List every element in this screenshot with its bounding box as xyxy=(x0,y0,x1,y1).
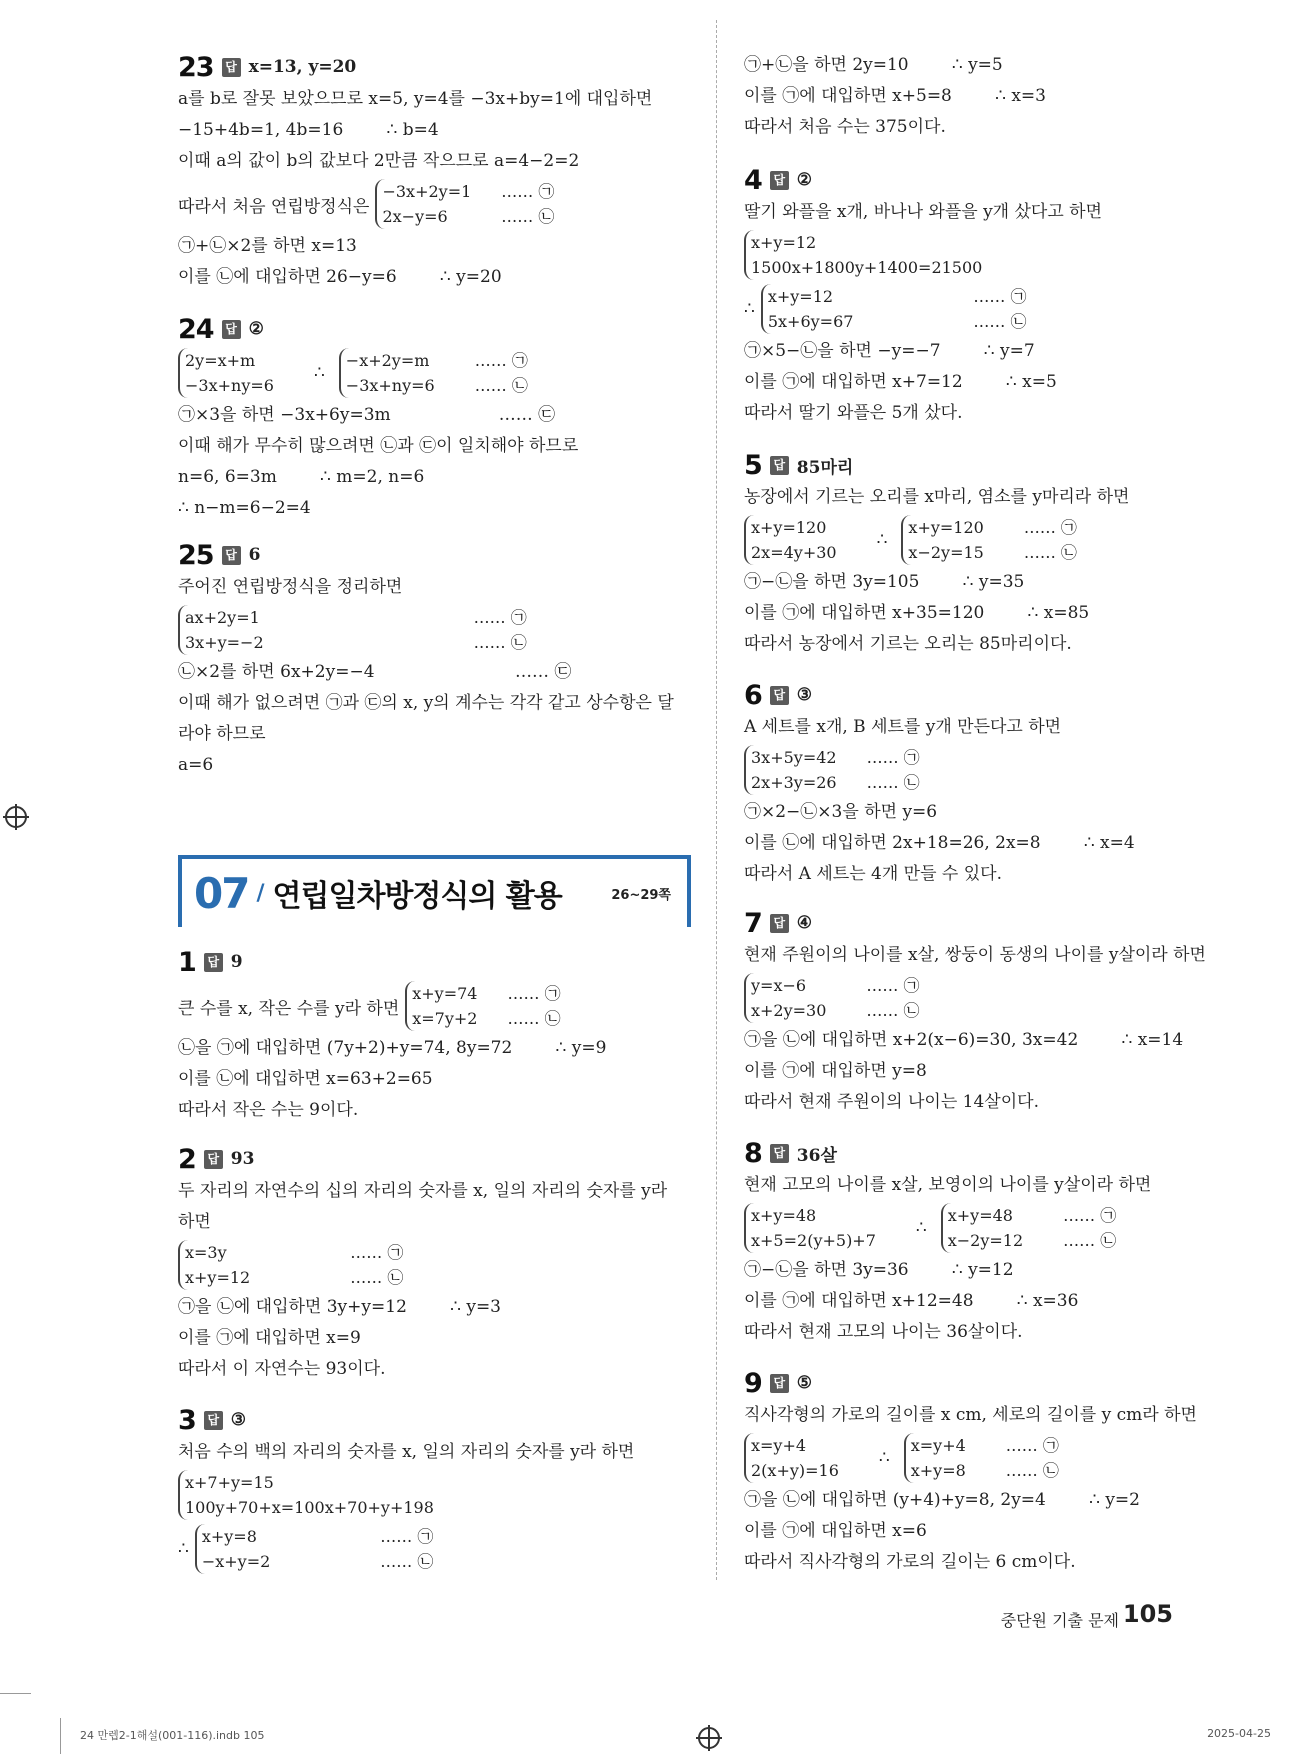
answer-badge: 답 xyxy=(204,1411,223,1430)
equation: 3x+y=−2 xyxy=(185,633,264,652)
problem-header xyxy=(744,1136,1234,1170)
equation: x+y=48 xyxy=(751,1206,817,1225)
solution-text: ㉠−㉡을 하면 3y=105 ∴ y=35 xyxy=(744,572,1025,592)
solution-text: 따라서 직사각형의 가로의 길이는 6 cm이다. xyxy=(744,1552,1076,1572)
equation: x+y=74 xyxy=(412,984,478,1003)
problem-block xyxy=(178,1142,688,1385)
print-filename: 24 만렙2-1해설(001-116).indb 105 xyxy=(80,1729,265,1742)
system-brace xyxy=(178,348,274,398)
equation: x−2y=12 xyxy=(947,1231,1024,1250)
problem-block xyxy=(744,678,1234,890)
system-prefix: 따라서 처음 연립방정식은 xyxy=(178,196,370,217)
therefore-symbol: ∴ xyxy=(313,363,325,383)
equation-tag: …… ㉡ xyxy=(866,773,920,792)
equation: x+y=48 xyxy=(947,1206,1013,1225)
answer-badge: 답 xyxy=(770,686,789,705)
system-brace xyxy=(339,348,435,398)
answer-badge: 답 xyxy=(770,914,789,933)
solution-line xyxy=(178,146,688,177)
solution-text: 농장에서 기르는 오리를 x마리, 염소를 y마리라 하면 xyxy=(744,487,1130,507)
problem-header xyxy=(178,1142,688,1176)
problem-header xyxy=(178,538,688,572)
solution-text: 직사각형의 가로의 길이를 x cm, 세로의 길이를 y cm라 하면 xyxy=(744,1405,1197,1425)
solution-text: ㉠×5−㉡을 하면 −y=−7 ∴ y=7 xyxy=(744,341,1035,361)
answer-value: ② xyxy=(796,170,813,190)
equation-system xyxy=(178,1522,688,1576)
equation-tags xyxy=(1063,1203,1116,1253)
solution-text: 라야 하므로 xyxy=(178,724,266,744)
answer-badge: 답 xyxy=(770,456,789,475)
problem-header xyxy=(178,50,688,84)
problem-block xyxy=(178,538,688,781)
equation-tags xyxy=(380,1524,433,1574)
solution-line xyxy=(744,1547,1234,1578)
section-header xyxy=(178,855,691,927)
solution-text: 따라서 농장에서 기르는 오리는 85마리이다. xyxy=(744,634,1072,654)
solution-line xyxy=(178,1033,688,1064)
equation-tags xyxy=(507,981,560,1031)
solution-text: 이를 ㉠에 대입하면 x=9 xyxy=(178,1328,361,1348)
equation-tags xyxy=(1024,515,1077,565)
problem-header xyxy=(744,448,1234,482)
solution-text: 따라서 작은 수는 9이다. xyxy=(178,1100,359,1120)
solution-line xyxy=(744,797,1234,828)
therefore-symbol: ∴ xyxy=(876,530,888,550)
solution-text: 이를 ㉠에 대입하면 x=6 xyxy=(744,1521,927,1541)
problem-number: 5 xyxy=(744,449,762,481)
problem-block xyxy=(744,1366,1234,1578)
solution-line xyxy=(178,1292,688,1323)
solution-line xyxy=(178,1207,688,1238)
system-brace xyxy=(178,1470,434,1520)
equation: −3x+ny=6 xyxy=(345,376,435,395)
equation: x+7+y=15 xyxy=(185,1473,274,1492)
solution-text: 하면 xyxy=(178,1212,211,1232)
equation-tags xyxy=(1006,1433,1059,1483)
system-brace xyxy=(744,515,837,565)
answer-value: ③ xyxy=(796,685,813,705)
answer-value: x=13, y=20 xyxy=(248,57,357,77)
equation-tag: …… ㉠ xyxy=(866,976,920,995)
problem-number: 2 xyxy=(178,1143,196,1175)
problem-block xyxy=(178,50,688,293)
equation: 2x+3y=26 xyxy=(751,773,837,792)
equation: x+2y=30 xyxy=(751,1001,827,1020)
equation: x+y=8 xyxy=(201,1527,257,1546)
solution-text: 이때 해가 없으려면 ㉠과 ㉢의 x, y의 계수는 각각 같고 상수항은 달 xyxy=(178,693,674,713)
solution-text: ㉠을 ㉡에 대입하면 3y+y=12 ∴ y=3 xyxy=(178,1297,502,1317)
system-prefix: ∴ xyxy=(744,299,755,319)
problem-number: 7 xyxy=(744,907,762,939)
answer-badge: 답 xyxy=(204,953,223,972)
solution-line xyxy=(178,400,688,431)
problem-number: 24 xyxy=(178,313,214,345)
solution-line xyxy=(178,719,688,750)
equation-tag: …… ㉡ xyxy=(380,1552,434,1571)
answer-value: ④ xyxy=(796,913,813,933)
solution-line xyxy=(744,712,1234,743)
solution-text: −15+4b=1, 4b=16 ∴ b=4 xyxy=(178,120,439,140)
solution-text: 이때 a의 값이 b의 값보다 2만큼 작으므로 a=4−2=2 xyxy=(178,151,580,171)
crop-mark xyxy=(0,1693,31,1694)
registration-mark-icon xyxy=(5,806,27,828)
solution-line xyxy=(744,81,1234,112)
section-pages: 26~29쪽 xyxy=(611,887,671,903)
solution-text: ㉠×3을 하면 −3x+6y=3m …… ㉢ xyxy=(178,405,556,425)
system-brace xyxy=(744,1433,839,1483)
problem-header xyxy=(744,906,1234,940)
solution-line xyxy=(178,1437,688,1468)
solution-text: n=6, 6=3m ∴ m=2, n=6 xyxy=(178,467,425,487)
answer-value: 85마리 xyxy=(796,457,854,478)
solution-text: ㉠−㉡을 하면 3y=36 ∴ y=12 xyxy=(744,1260,1014,1280)
solution-line xyxy=(744,1317,1234,1348)
answer-badge: 답 xyxy=(204,1150,223,1169)
solution-text: 이를 ㉠에 대입하면 x+35=120 ∴ x=85 xyxy=(744,603,1090,623)
problem-block xyxy=(744,50,1234,143)
system-brace xyxy=(375,179,471,229)
system-brace xyxy=(178,605,264,655)
equation-system xyxy=(178,979,688,1033)
equation-tags xyxy=(866,973,919,1023)
solution-line xyxy=(178,115,688,146)
problem-block xyxy=(178,312,688,524)
solution-line xyxy=(744,398,1234,429)
equation: x+5=2(y+5)+7 xyxy=(751,1231,876,1250)
problem-number: 9 xyxy=(744,1367,762,1399)
answer-value: 93 xyxy=(230,1149,255,1169)
answer-badge: 답 xyxy=(222,546,241,565)
equation-system xyxy=(744,743,1234,797)
equation-tags xyxy=(350,1240,403,1290)
equation-tag: …… ㉠ xyxy=(474,351,528,370)
answer-badge: 답 xyxy=(222,58,241,77)
problem-header xyxy=(178,945,688,979)
equation: y=x−6 xyxy=(751,976,807,995)
print-date: 2025-04-25 xyxy=(1207,1727,1271,1740)
solution-text: 이를 ㉠에 대입하면 y=8 xyxy=(744,1061,927,1081)
system-brace xyxy=(744,973,826,1023)
equation: x=y+4 xyxy=(910,1436,966,1455)
solution-text: 이때 해가 무수히 많으려면 ㉡과 ㉢이 일치해야 하므로 xyxy=(178,436,579,456)
equation: 2x=4y+30 xyxy=(751,543,837,562)
crop-mark xyxy=(60,1718,61,1754)
equation-system xyxy=(178,1238,688,1292)
solution-text: ㉠+㉡×2를 하면 x=13 xyxy=(178,236,357,256)
equation: 5x+6y=67 xyxy=(767,312,854,331)
solution-line xyxy=(744,1485,1234,1516)
answer-value: 9 xyxy=(230,952,243,972)
equation: x=3y xyxy=(185,1243,227,1262)
equation: x+y=12 xyxy=(185,1268,251,1287)
solution-text: ∴ n−m=6−2=4 xyxy=(178,498,311,518)
equation: x+y=120 xyxy=(908,518,984,537)
equation: 3x+5y=42 xyxy=(751,748,837,767)
equation-system xyxy=(178,1468,688,1522)
solution-line xyxy=(178,493,688,524)
answer-badge: 답 xyxy=(222,320,241,339)
page-number: 105 xyxy=(1122,1600,1173,1628)
solution-line xyxy=(178,462,688,493)
equation-system xyxy=(744,228,1234,282)
equation-tag: …… ㉠ xyxy=(473,608,527,627)
system-brace xyxy=(405,981,477,1031)
equation: x=7y+2 xyxy=(412,1009,478,1028)
problem-block xyxy=(744,163,1234,429)
problem-header xyxy=(744,1366,1234,1400)
solution-line xyxy=(178,1064,688,1095)
solution-line xyxy=(744,197,1234,228)
equation-system xyxy=(178,603,688,657)
registration-mark-icon xyxy=(698,1727,720,1749)
solution-text: 이를 ㉠에 대입하면 x+7=12 ∴ x=5 xyxy=(744,372,1057,392)
solution-text: 따라서 현재 고모의 나이는 36살이다. xyxy=(744,1322,1023,1342)
equation: x+y=12 xyxy=(751,233,817,252)
solution-text: 현재 고모의 나이를 x살, 보영이의 나이를 y살이라 하면 xyxy=(744,1175,1152,1195)
equation: x+y=12 xyxy=(767,287,834,306)
equation: x+y=8 xyxy=(910,1461,966,1480)
solution-line xyxy=(178,431,688,462)
solution-line xyxy=(178,688,688,719)
solution-line xyxy=(744,50,1234,81)
equation-tag: …… ㉡ xyxy=(507,1009,561,1028)
equation-tag: …… ㉠ xyxy=(380,1527,434,1546)
solution-text: ㉡×2를 하면 6x+2y=−4 …… ㉢ xyxy=(178,662,572,682)
therefore-symbol: ∴ xyxy=(878,1448,890,1468)
solution-text: a를 b로 잘못 보았으므로 x=5, y=4를 −3x+by=1에 대입하면 xyxy=(178,89,653,109)
solution-text: ㉠을 ㉡에 대입하면 (y+4)+y=8, 2y=4 ∴ y=2 xyxy=(744,1490,1140,1510)
problem-number: 25 xyxy=(178,539,214,571)
answer-badge: 답 xyxy=(770,171,789,190)
solution-line xyxy=(178,1323,688,1354)
equation-tag: …… ㉡ xyxy=(866,1001,920,1020)
solution-line xyxy=(178,750,688,781)
solution-line xyxy=(744,1025,1234,1056)
equation-tags xyxy=(973,284,1026,334)
equation: 2y=x+m xyxy=(185,351,256,370)
problem-number: 1 xyxy=(178,946,196,978)
solution-text: 이를 ㉡에 대입하면 2x+18=26, 2x=8 ∴ x=4 xyxy=(744,833,1135,853)
solution-text: ㉠+㉡을 하면 2y=10 ∴ y=5 xyxy=(744,55,1003,75)
solution-line xyxy=(744,940,1234,971)
solution-text: 따라서 딸기 와플은 5개 샀다. xyxy=(744,403,963,423)
problem-header xyxy=(744,163,1234,197)
equation-tags xyxy=(867,745,920,795)
system-brace xyxy=(178,1240,250,1290)
solution-text: 주어진 연립방정식을 정리하면 xyxy=(178,577,403,597)
equation: x−2y=15 xyxy=(908,543,984,562)
equation: −3x+2y=1 xyxy=(382,182,472,201)
solution-line xyxy=(744,367,1234,398)
section-slash: / xyxy=(256,880,265,906)
column-divider xyxy=(716,20,717,1580)
system-brace xyxy=(941,1203,1023,1253)
solution-line xyxy=(744,1255,1234,1286)
solution-line xyxy=(178,1095,688,1126)
equation-tag: …… ㉠ xyxy=(501,182,555,201)
problem-header xyxy=(178,312,688,346)
equation-tag: …… ㉠ xyxy=(1023,518,1077,537)
answer-value: ⑤ xyxy=(796,1373,813,1393)
solution-line xyxy=(744,112,1234,143)
equation-tag: …… ㉠ xyxy=(1005,1436,1059,1455)
solution-line xyxy=(744,567,1234,598)
equation-tag: …… ㉡ xyxy=(1063,1231,1117,1250)
solution-line xyxy=(744,482,1234,513)
problem-block xyxy=(744,906,1234,1118)
solution-line xyxy=(178,1176,688,1207)
equation: 2(x+y)=16 xyxy=(751,1461,839,1480)
problem-block xyxy=(744,448,1234,660)
equation-tag: …… ㉠ xyxy=(866,748,920,767)
solution-line xyxy=(178,262,688,293)
solution-line xyxy=(178,84,688,115)
answer-badge: 답 xyxy=(770,1374,789,1393)
equation-tag: …… ㉠ xyxy=(1063,1206,1117,1225)
solution-line xyxy=(744,1087,1234,1118)
system-brace xyxy=(901,515,983,565)
solution-line xyxy=(744,1516,1234,1547)
system-prefix: ∴ xyxy=(178,1539,189,1559)
system-brace xyxy=(761,284,854,334)
equation-system xyxy=(744,1201,1234,1255)
solution-text: ㉠을 ㉡에 대입하면 x+2(x−6)=30, 3x=42 ∴ x=14 xyxy=(744,1030,1184,1050)
solution-text: 이를 ㉠에 대입하면 x+5=8 ∴ x=3 xyxy=(744,86,1046,106)
solution-line xyxy=(744,336,1234,367)
solution-text: 딸기 와플을 x개, 바나나 와플을 y개 샀다고 하면 xyxy=(744,202,1103,222)
equation: −x+2y=m xyxy=(345,351,430,370)
equation-tag: …… ㉡ xyxy=(1023,543,1077,562)
equation: 100y+70+x=100x+70+y+198 xyxy=(185,1498,434,1517)
problem-block xyxy=(178,1403,688,1576)
solution-line xyxy=(744,859,1234,890)
solution-line xyxy=(744,1400,1234,1431)
problem-block xyxy=(744,1136,1234,1348)
solution-text: a=6 xyxy=(178,755,214,775)
equation-tag: …… ㉡ xyxy=(973,312,1027,331)
equation-tag: …… ㉠ xyxy=(350,1243,404,1262)
answer-value: 6 xyxy=(248,545,261,565)
equation-tags xyxy=(474,605,527,655)
equation-tag: …… ㉡ xyxy=(1005,1461,1059,1480)
solution-text: A 세트를 x개, B 세트를 y개 만든다고 하면 xyxy=(744,717,1062,737)
solution-text: 두 자리의 자연수의 십의 자리의 숫자를 x, 일의 자리의 숫자를 y라 xyxy=(178,1181,668,1201)
problem-block xyxy=(178,945,688,1126)
solution-text: 따라서 이 자연수는 93이다. xyxy=(178,1359,386,1379)
answer-value: ③ xyxy=(230,1410,247,1430)
solution-line xyxy=(178,657,688,688)
solution-text: 따라서 현재 주원이의 나이는 14살이다. xyxy=(744,1092,1039,1112)
equation: ax+2y=1 xyxy=(185,608,260,627)
solution-line xyxy=(744,828,1234,859)
system-brace xyxy=(195,1524,270,1574)
solution-line xyxy=(744,598,1234,629)
system-brace xyxy=(744,230,982,280)
equation-system xyxy=(744,513,1234,567)
equation: 1500x+1800y+1400=21500 xyxy=(751,258,983,277)
equation: −x+y=2 xyxy=(201,1552,271,1571)
problem-number: 23 xyxy=(178,51,214,83)
section-title: 연립일차방정식의 활용 xyxy=(272,879,562,914)
answer-value: 36살 xyxy=(796,1145,837,1166)
equation-tag: …… ㉠ xyxy=(973,287,1027,306)
system-brace xyxy=(744,1203,876,1253)
equation-system xyxy=(178,177,688,231)
equation-tag: …… ㉡ xyxy=(501,207,555,226)
solution-text: ㉡을 ㉠에 대입하면 (7y+2)+y=74, 8y=72 ∴ y=9 xyxy=(178,1038,607,1058)
solution-line xyxy=(744,1286,1234,1317)
solution-line xyxy=(744,629,1234,660)
solution-text: 따라서 A 세트는 4개 만들 수 있다. xyxy=(744,864,1002,884)
footer-title: 중단원 기출 문제 xyxy=(1000,1611,1119,1630)
solution-line xyxy=(178,231,688,262)
solution-text: 처음 수의 백의 자리의 숫자를 x, 일의 자리의 숫자를 y라 하면 xyxy=(178,1442,635,1462)
system-brace xyxy=(744,745,837,795)
equation: x+y=120 xyxy=(751,518,827,537)
solution-text: 현재 주원이의 나이를 x살, 쌍둥이 동생의 나이를 y살이라 하면 xyxy=(744,945,1206,965)
solution-text: 이를 ㉠에 대입하면 x+12=48 ∴ x=36 xyxy=(744,1291,1079,1311)
answer-value: ② xyxy=(248,319,264,339)
system-brace xyxy=(904,1433,966,1483)
solution-line xyxy=(178,1354,688,1385)
problem-header xyxy=(178,1403,688,1437)
problem-header xyxy=(744,678,1234,712)
equation-system xyxy=(744,971,1234,1025)
equation: x=y+4 xyxy=(751,1436,807,1455)
equation-tag: …… ㉠ xyxy=(507,984,561,1003)
section-number: 07 xyxy=(194,868,249,918)
problem-number: 4 xyxy=(744,164,762,196)
equation-tag: …… ㉡ xyxy=(473,633,527,652)
solution-text: 따라서 처음 수는 375이다. xyxy=(744,117,946,137)
answer-badge: 답 xyxy=(770,1144,789,1163)
problem-number: 6 xyxy=(744,679,762,711)
system-prefix: 큰 수를 x, 작은 수를 y라 하면 xyxy=(178,998,400,1019)
equation-system xyxy=(744,1431,1234,1485)
solution-line xyxy=(744,1056,1234,1087)
equation-tags xyxy=(475,348,528,398)
solution-text: 이를 ㉡에 대입하면 26−y=6 ∴ y=20 xyxy=(178,267,502,287)
equation: 2x−y=6 xyxy=(382,207,448,226)
equation-tags xyxy=(501,179,554,229)
equation-system xyxy=(744,282,1234,336)
solution-line xyxy=(744,1170,1234,1201)
therefore-symbol: ∴ xyxy=(915,1218,927,1238)
solution-text: ㉠×2−㉡×3을 하면 y=6 xyxy=(744,802,938,822)
equation-tag: …… ㉡ xyxy=(350,1268,404,1287)
solution-line xyxy=(178,572,688,603)
equation-tag: …… ㉡ xyxy=(474,376,528,395)
equation: −3x+ny=6 xyxy=(185,376,274,395)
problem-number: 3 xyxy=(178,1404,196,1436)
solution-text: 이를 ㉡에 대입하면 x=63+2=65 xyxy=(178,1069,433,1089)
problem-number: 8 xyxy=(744,1137,762,1169)
equation-system xyxy=(178,346,688,400)
